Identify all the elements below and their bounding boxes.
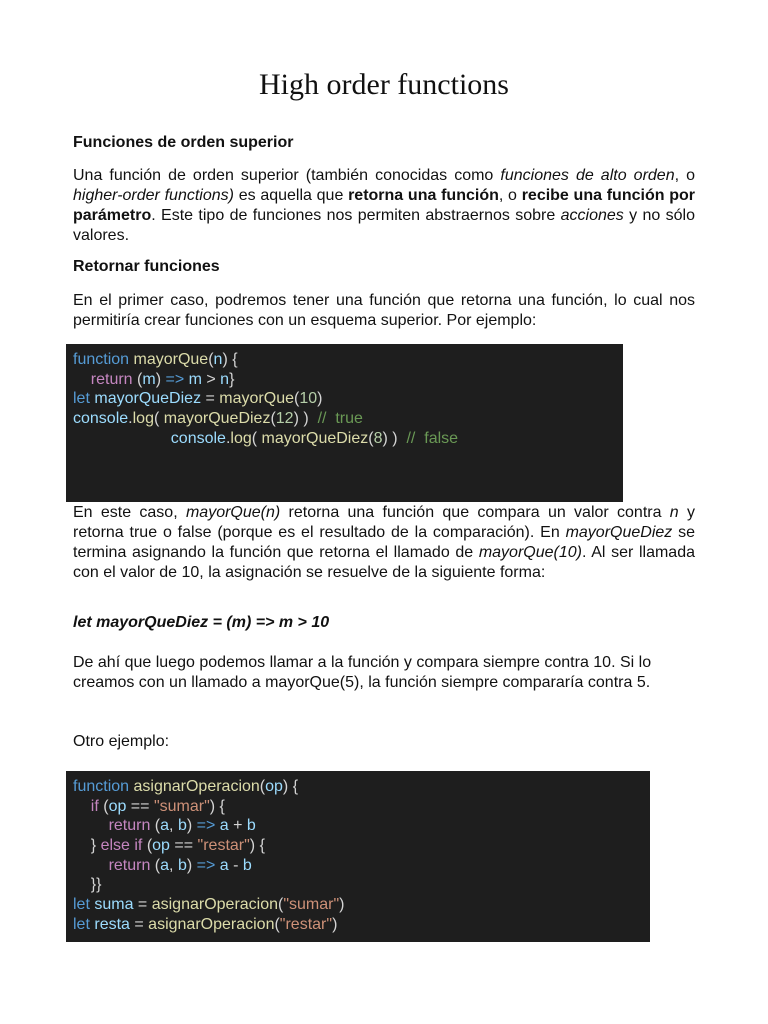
italic-run: mayorQue(10) bbox=[478, 544, 582, 561]
code-line bbox=[73, 816, 650, 836]
code-token: resta bbox=[94, 915, 130, 933]
code-block-asignaroperacion bbox=[66, 771, 650, 942]
code-token: mayorQueDiez bbox=[94, 390, 202, 408]
formula-line: let mayorQueDiez = (m) => m > 10 bbox=[73, 614, 330, 631]
italic-run: mayorQueDiez bbox=[565, 524, 673, 541]
bold-run: retorna una función bbox=[348, 187, 499, 204]
code-token: = bbox=[133, 896, 152, 914]
code-line bbox=[73, 777, 650, 797]
code-token: == bbox=[126, 797, 154, 815]
code-token: return bbox=[108, 856, 151, 874]
italic-run: acciones bbox=[560, 207, 624, 224]
code-token: ( bbox=[274, 915, 280, 933]
code-token: } bbox=[229, 370, 235, 388]
code-line bbox=[73, 875, 650, 895]
section-heading-retornar-funciones: Retornar funciones bbox=[73, 258, 220, 275]
code-token: ( bbox=[294, 390, 300, 408]
section-heading-funciones-orden-superior: Funciones de orden superior bbox=[73, 134, 294, 151]
code-token: ( bbox=[150, 856, 161, 874]
code-token: return bbox=[90, 370, 133, 388]
code-token: if bbox=[90, 797, 99, 815]
code-token: // false bbox=[406, 429, 459, 447]
text-run: , o bbox=[674, 167, 695, 184]
code-token: ) { bbox=[249, 837, 265, 855]
text-run: y retorna true o false (porque es el resultado de la comparación). En bbox=[73, 504, 696, 541]
code-token: function bbox=[73, 778, 130, 795]
code-token: + bbox=[228, 817, 247, 835]
code-token: b bbox=[242, 856, 252, 874]
text-run: retorna una función que compara un valor contra bbox=[280, 504, 670, 521]
text-run: . Al ser llamada con el valor de 10, la asignación se resuelve de la siguiente forma: bbox=[73, 544, 695, 581]
code-token: ) bbox=[332, 915, 338, 933]
code-token: ( bbox=[368, 429, 374, 447]
code-token: ( bbox=[270, 410, 276, 428]
code-block-mayorque bbox=[66, 344, 623, 502]
code-token: let bbox=[73, 390, 90, 408]
code-token: 12 bbox=[275, 410, 294, 428]
code-token: == bbox=[169, 837, 198, 855]
intro-paragraph bbox=[73, 166, 695, 246]
code-token: b bbox=[177, 817, 187, 835]
text-run: Una función de orden superior (también conocidas como bbox=[73, 167, 501, 184]
code-token: mayorQue bbox=[219, 390, 294, 408]
code-token: mayorQueDiez bbox=[261, 429, 369, 447]
code-token: ) ) bbox=[382, 429, 407, 447]
code-line bbox=[73, 389, 623, 409]
code-token: = bbox=[201, 390, 220, 408]
page-title: High order functions bbox=[259, 68, 509, 101]
code-token: ) bbox=[186, 817, 197, 835]
code-token: ( bbox=[259, 778, 266, 795]
code-token: ( bbox=[208, 351, 214, 368]
code-token: else if bbox=[100, 837, 143, 855]
code-line bbox=[73, 797, 650, 817]
code-token: , bbox=[169, 856, 178, 874]
code-token: - bbox=[228, 856, 243, 874]
code-token: } bbox=[90, 837, 101, 855]
code-token: console bbox=[73, 410, 129, 428]
code-token: "restar" bbox=[279, 915, 333, 933]
code-token: op bbox=[108, 797, 127, 815]
code-token: => bbox=[165, 370, 185, 388]
text-run: , o bbox=[498, 187, 522, 204]
code-token: a bbox=[219, 817, 229, 835]
conclusion-paragraph: De ahí que luego podemos llamar a la función y compara siempre contra 10. Si lo creamos con un llamado a mayorQue(5), la función siempre compararía contra 5. bbox=[73, 654, 652, 691]
code-token: function bbox=[73, 351, 130, 368]
code-line bbox=[73, 409, 623, 429]
code-token: ( bbox=[142, 837, 153, 855]
code-token: => bbox=[196, 856, 216, 874]
code-token: m bbox=[142, 370, 156, 388]
code-token: m bbox=[188, 370, 202, 388]
code-token: asignarOperacion bbox=[133, 778, 260, 795]
bold-run: recibe una función por parámetro bbox=[73, 187, 695, 224]
code-token bbox=[73, 798, 91, 815]
code-token: ( bbox=[132, 370, 143, 388]
italic-run: funciones de alto orden bbox=[500, 167, 675, 184]
code-token: op bbox=[265, 778, 283, 795]
code-token: ) { bbox=[222, 351, 238, 368]
code-token: a bbox=[160, 817, 170, 835]
code-token: = bbox=[129, 915, 149, 933]
code-token bbox=[73, 837, 91, 854]
code-token: a bbox=[219, 856, 229, 874]
code-token: n bbox=[220, 370, 230, 388]
text-run: se termina asignando la función que retorna el llamado de bbox=[73, 524, 696, 561]
code-token: . bbox=[128, 410, 133, 428]
code-token: log bbox=[230, 429, 252, 447]
code-token: console bbox=[170, 429, 226, 447]
code-token: => bbox=[196, 817, 216, 835]
code-token: ) bbox=[339, 896, 345, 914]
code-token: ) bbox=[155, 370, 166, 388]
code-token: asignarOperacion bbox=[151, 896, 279, 914]
code-token: ) { bbox=[209, 797, 225, 815]
code-token: op bbox=[152, 837, 170, 855]
code-token: // true bbox=[317, 410, 363, 428]
code-token: ( bbox=[98, 797, 109, 815]
code-token: . bbox=[225, 429, 231, 447]
code-token: , bbox=[169, 817, 178, 835]
code-token: }} bbox=[90, 876, 102, 894]
code-line bbox=[73, 350, 623, 370]
code-token: let bbox=[73, 915, 90, 933]
italic-run: higher-order functions) bbox=[73, 187, 234, 204]
code-line bbox=[73, 915, 650, 935]
text-run: . Este tipo de funciones nos permiten abstraernos sobre bbox=[151, 207, 561, 224]
code-token: "sumar" bbox=[283, 896, 340, 914]
code-token: > bbox=[201, 370, 221, 388]
code-token: n bbox=[213, 351, 223, 368]
text-run: es aquella que bbox=[233, 187, 349, 204]
text-run: En este caso, bbox=[73, 504, 186, 521]
code-token bbox=[73, 857, 109, 874]
code-token: a bbox=[160, 856, 170, 874]
code-token: let bbox=[73, 896, 90, 914]
italic-run: mayorQue(n) bbox=[185, 504, 281, 521]
code-token bbox=[73, 817, 109, 834]
code-token: "sumar" bbox=[153, 797, 210, 815]
code-token: ( bbox=[153, 410, 164, 428]
code-line bbox=[73, 836, 650, 856]
code-line bbox=[73, 895, 650, 915]
code-token: mayorQue bbox=[133, 351, 209, 368]
code-token: log bbox=[132, 410, 154, 428]
code-token: asignarOperacion bbox=[148, 915, 275, 933]
code-token: ) bbox=[186, 856, 197, 874]
code-token: b bbox=[177, 856, 187, 874]
code-token: ( bbox=[150, 817, 161, 835]
code-token: ) { bbox=[282, 778, 299, 795]
explanation-paragraph bbox=[73, 503, 695, 583]
code-token bbox=[73, 371, 91, 388]
code-token bbox=[73, 430, 171, 447]
code-token: ( bbox=[278, 896, 284, 914]
otro-ejemplo-label: Otro ejemplo: bbox=[73, 733, 170, 750]
code-token: ) ) bbox=[293, 410, 318, 428]
italic-run: n bbox=[669, 504, 679, 521]
code-token: "restar" bbox=[197, 837, 250, 855]
code-token bbox=[73, 876, 91, 893]
text-run: y no sólo valores. bbox=[73, 207, 695, 244]
code-token: ( bbox=[251, 429, 262, 447]
code-token: 10 bbox=[299, 390, 318, 408]
retornar-paragraph: En el primer caso, podremos tener una función que retorna una función, lo cual nos permitiría crear funciones con un esquema superior. Por ejemplo: bbox=[73, 292, 695, 329]
code-token: 8 bbox=[373, 429, 383, 447]
code-token: b bbox=[246, 817, 256, 835]
code-token: return bbox=[108, 817, 151, 835]
code-token: suma bbox=[94, 896, 134, 914]
code-line bbox=[73, 429, 623, 449]
code-token: ) bbox=[317, 390, 323, 408]
code-token: mayorQueDiez bbox=[163, 410, 271, 428]
code-line bbox=[73, 370, 623, 390]
code-line bbox=[73, 856, 650, 876]
